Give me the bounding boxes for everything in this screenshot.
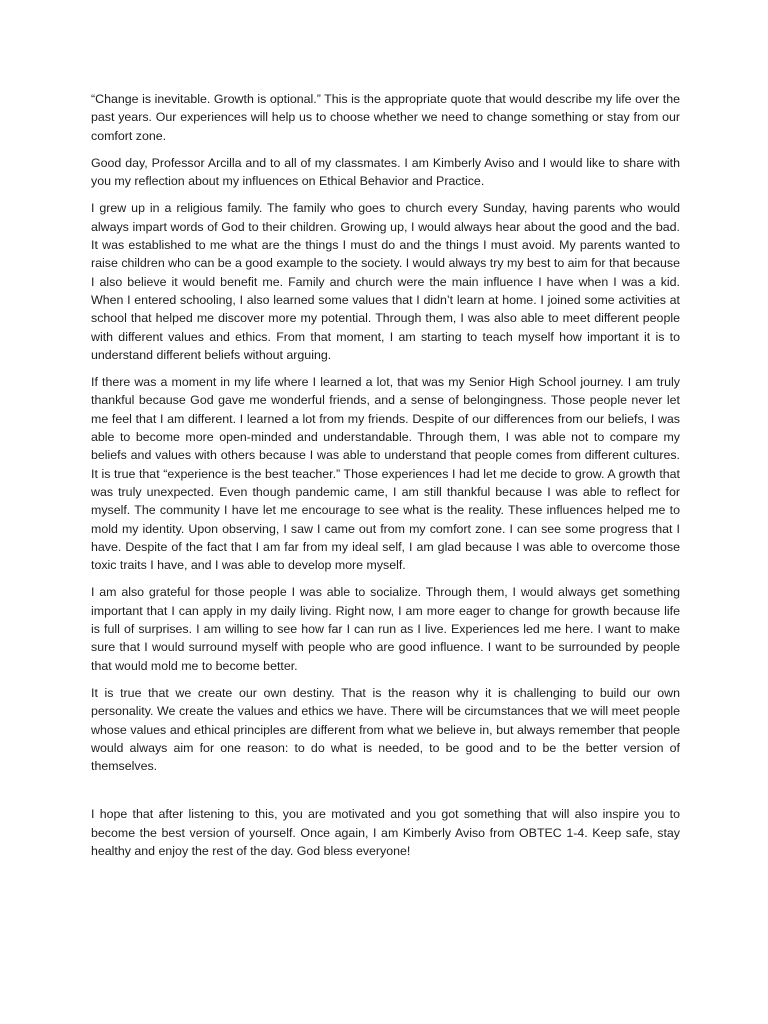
paragraph-gratitude: I am also grateful for those people I was able to socialize. Through them, I would always get something important that I can apply in my daily living. Right now, I am more eager to change for growth because life is full of surprises. I am willing to see how far I can run as I live. Experiences led me here. I want to make sure that I would surround myself with people who are good influence. I want to be surrounded by people that would mold me to become better. (91, 585, 680, 673)
paragraph-senior-high-journey: If there was a moment in my life where I learned a lot, that was my Senior High School journey. I am truly thankful because God gave me wonderful friends, and a sense of belongingness. Those people never let me feel that I am different. I learned a lot from my friends. Despite of our differences from our beliefs, I was able to become more open-minded and understandable. Through them, I was able not to compare my beliefs and values with others because I was able to understand that people comes from different cultures. It is true that “experience is the best teacher.” Those experiences I had let me decide to grow. A growth that was truly unexpected. Even though pandemic came, I am still thankful because I was able to reflect for myself. The community I have let me encourage to see what is the reality. These influences helped me to mold my identity. Upon observing, I saw I came out from my comfort zone. I can see some progress that I have. Despite of the fact that I am far from my ideal self, I am glad because I was able to overcome those toxic traits I have, and I was able to develop more myself. (91, 375, 680, 573)
paragraph-greeting: Good day, Professor Arcilla and to all of my classmates. I am Kimberly Aviso and I would like to share with you my reflection about my influences on Ethical Behavior and Practice. (91, 155, 680, 189)
paragraph-opening-quote: “Change is inevitable. Growth is optional.” This is the appropriate quote that would describe my life over the past years. Our experiences will help us to choose whether we need to change something or stay from our comfort zone. (91, 92, 680, 143)
paragraph-own-destiny: It is true that we create our own destiny. That is the reason why it is challenging to build our own personality. We create the values and ethics we have. There will be circumstances that we will meet people whose values and ethical principles are different from what we believe in, but always remember that people would always aim for one reason: to do what is needed, to be good and to be the better version of themselves. (91, 685, 680, 774)
paragraph-closing: I hope that after listening to this, you are motivated and you got something that will also inspire you to become the best version of yourself. Once again, I am Kimberly Aviso from OBTEC 1-4. Keep safe, stay healthy and enjoy the rest of the day. God bless everyone! (91, 807, 680, 858)
paragraph-family-influence: I grew up in a religious family. The family who goes to church every Sunday, having parents who would always impart words of God to their children. Growing up, I would always hear about the good and the bad. It was established to me what are the things I must do and the things I must avoid. My parents wanted to raise children who can be a good example to the society. I would always try my best to aim for that because I also believe it would benefit me. Family and church were the main influence I have when I was a kid. When I entered schooling, I also learned some values that I didn’t learn at home. I joined some activities at school that helped me discover more my potential. Through them, I was also able to meet different people with different values and ethics. From that moment, I am starting to teach myself how important it is to understand different beliefs without arguing. (91, 201, 680, 362)
